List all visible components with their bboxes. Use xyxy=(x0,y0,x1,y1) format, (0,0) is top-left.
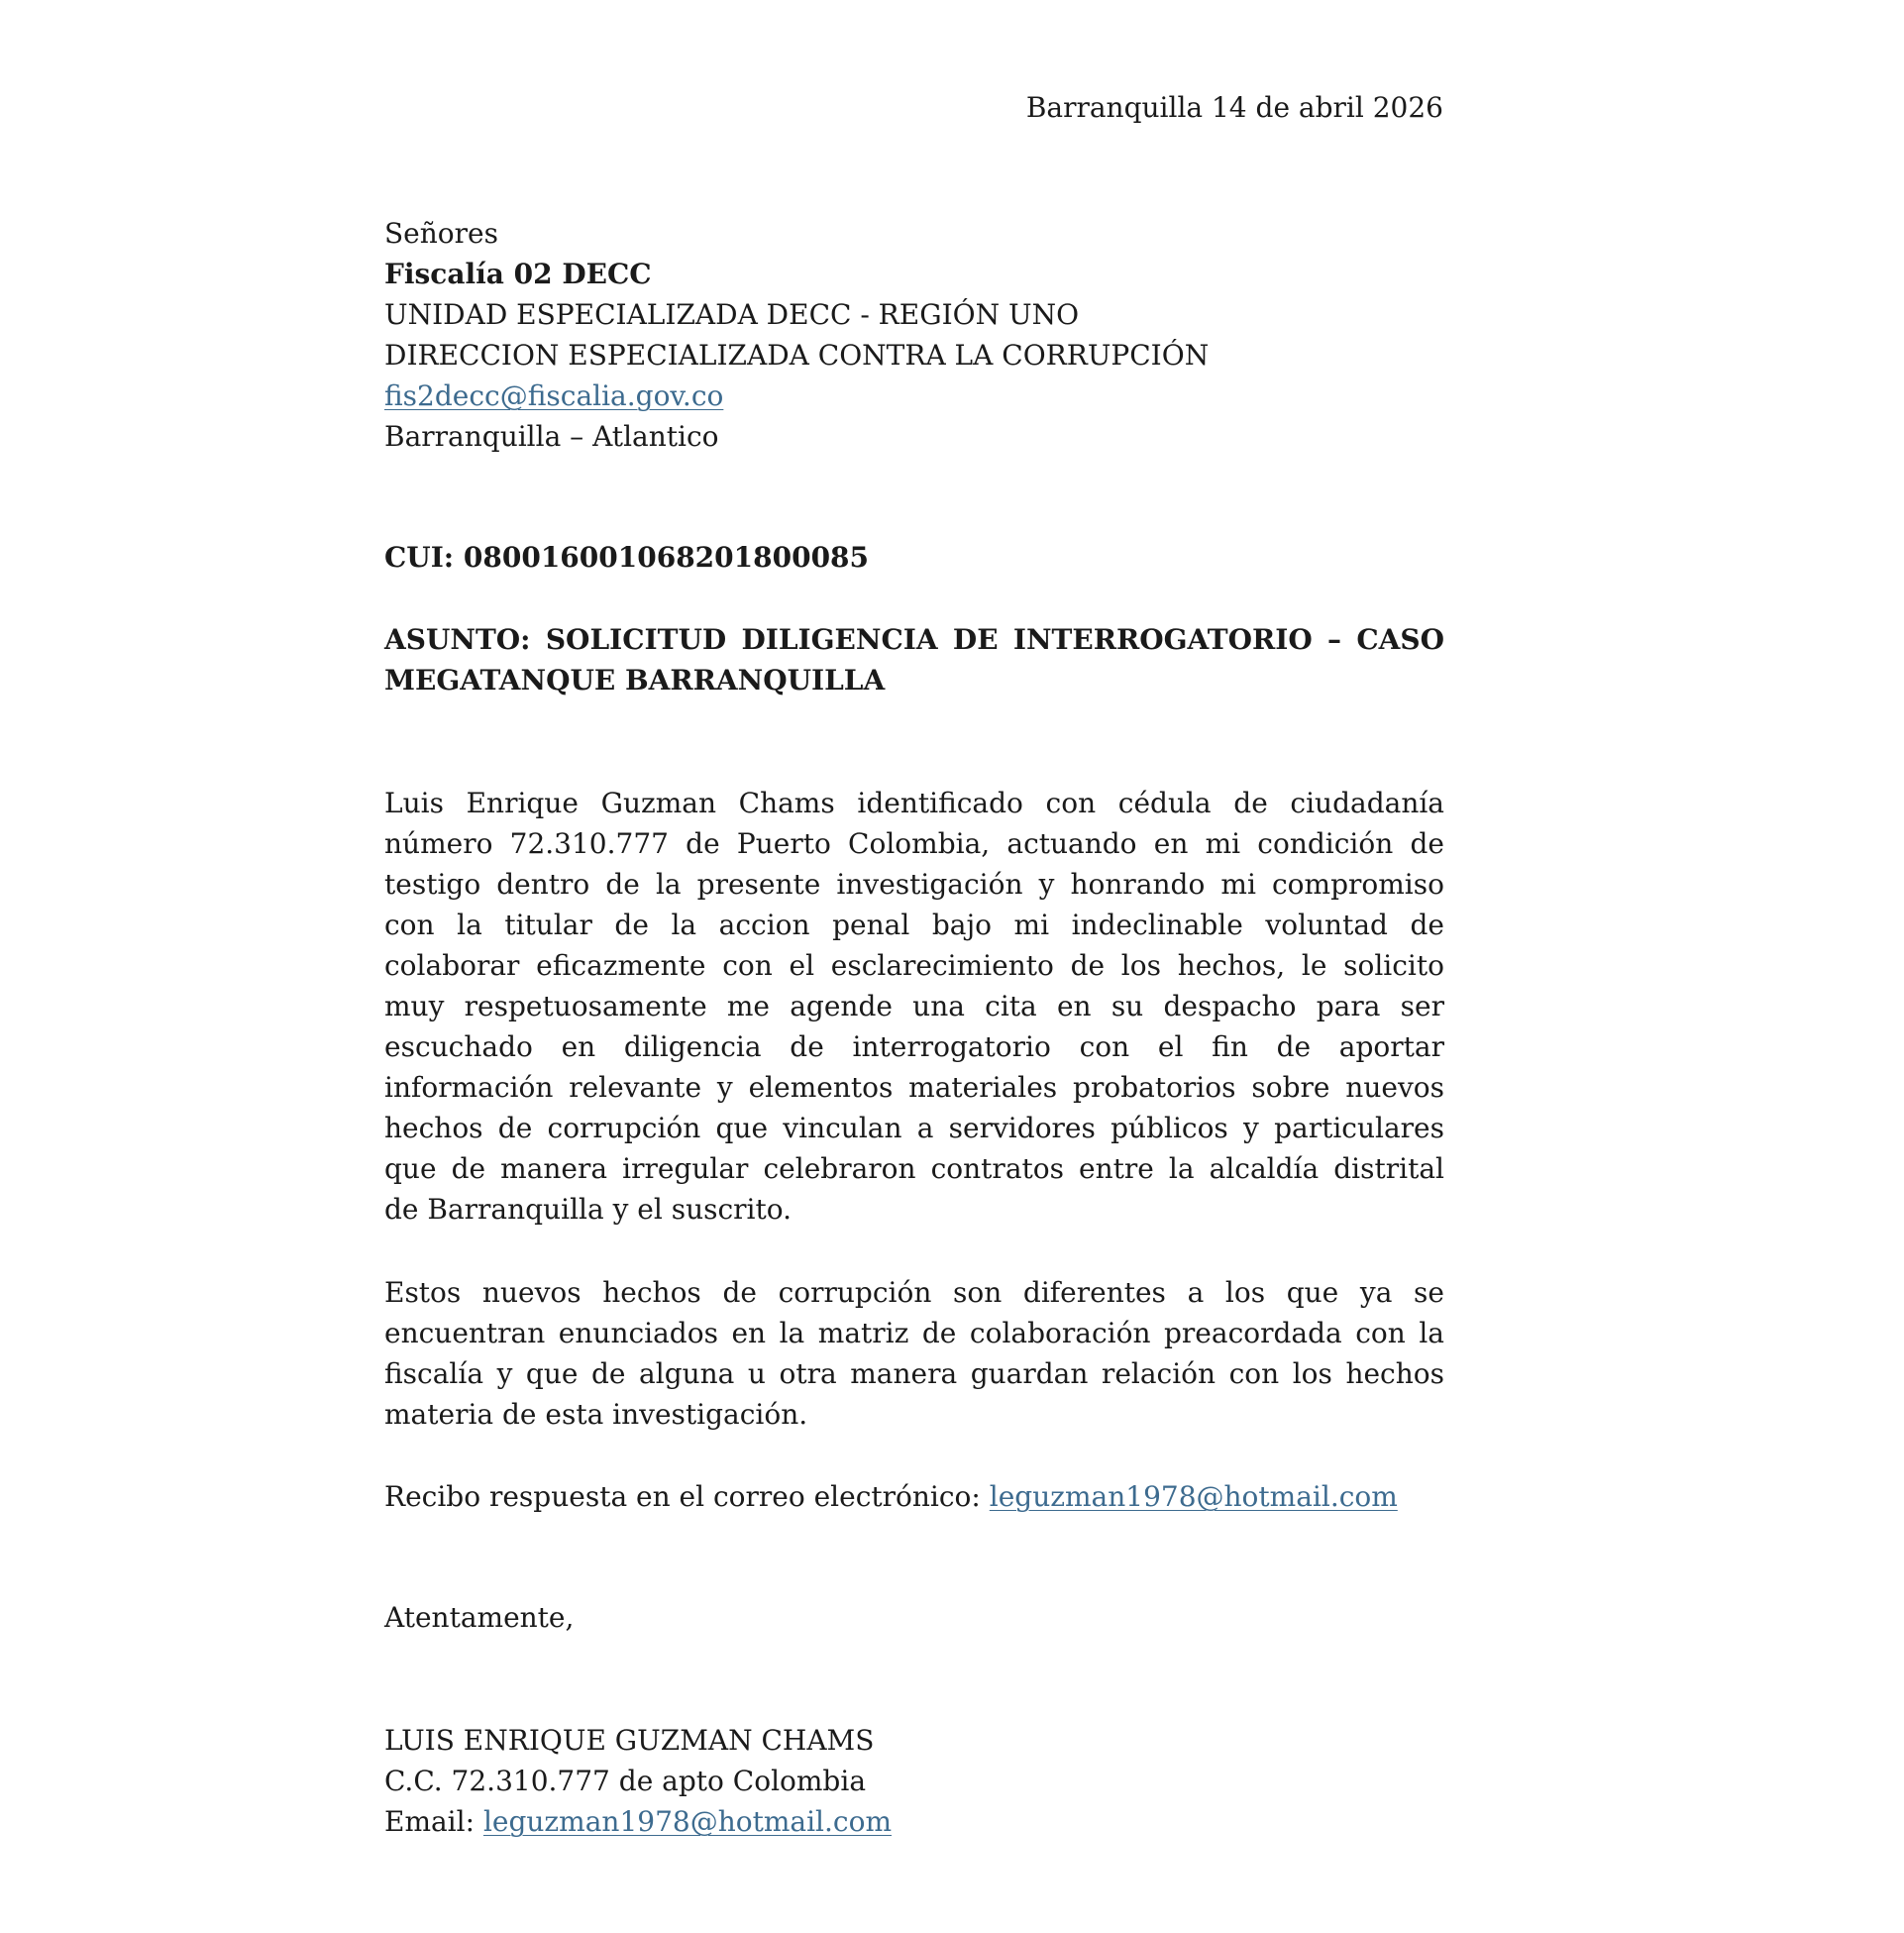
body-paragraph-2 xyxy=(384,1272,1444,1435)
recipient-salutation: Señores xyxy=(384,217,498,250)
signature-email-link[interactable]: leguzman1978@hotmail.com xyxy=(482,1805,892,1838)
response-email-link[interactable]: leguzman1978@hotmail.com xyxy=(989,1480,1398,1513)
recipient-direction: DIRECCION ESPECIALIZADA CONTRA LA CORRUPCIÓN xyxy=(384,339,1210,372)
paragraph-line: muy respetuosamente me agende una cita en su despacho para ser xyxy=(384,990,1444,1022)
recipient-block xyxy=(384,213,1444,457)
paragraph-line: con la titular de la accion penal bajo mi indeclinable voluntad de xyxy=(384,909,1444,941)
subject-line-1: ASUNTO: SOLICITUD DILIGENCIA DE INTERROGATORIO – CASO xyxy=(384,623,1444,656)
response-text: Recibo respuesta en el correo electrónico: xyxy=(384,1480,990,1513)
signature-email-label: Email: xyxy=(384,1805,483,1838)
paragraph-line: Luis Enrique Guzman Chams identificado con cédula de ciudadanía xyxy=(384,787,1444,819)
paragraph-line: hechos de corrupción que vinculan a servidores públicos y particulares xyxy=(384,1112,1444,1144)
body-paragraph-1 xyxy=(384,783,1444,1230)
paragraph-line: que de manera irregular celebraron contratos entre la alcaldía distrital xyxy=(384,1152,1444,1185)
recipient-email-link[interactable]: fis2decc@fiscalia.gov.co xyxy=(384,379,724,412)
paragraph-line: encuentran enunciados en la matriz de colaboración preacordada con la xyxy=(384,1317,1444,1349)
cui-number: CUI: 08001600106820180008​5 xyxy=(384,541,870,574)
paragraph-line: materia de esta investigación. xyxy=(384,1398,808,1431)
subject-block xyxy=(384,619,1444,700)
paragraph-line: número 72.310.777 de Puerto Colombia, actuando en mi condición de xyxy=(384,827,1444,860)
signature-name: LUIS ENRIQUE GUZMAN CHAMS xyxy=(384,1724,875,1757)
paragraph-line: colaborar eficazmente con el esclarecimiento de los hechos, le solicito xyxy=(384,949,1444,982)
signature-block xyxy=(384,1720,1444,1842)
paragraph-line: información relevante y elementos materiales probatorios sobre nuevos xyxy=(384,1071,1444,1104)
paragraph-line: testigo dentro de la presente investigación y honrando mi compromiso xyxy=(384,868,1444,901)
paragraph-line: escuchado en diligencia de interrogatorio con el fin de aportar xyxy=(384,1030,1444,1063)
paragraph-line: fiscalía y que de alguna u otra manera guardan relación con los hechos xyxy=(384,1357,1444,1390)
subject-line-2: MEGATANQUE BARRANQUILLA xyxy=(384,664,886,697)
response-line xyxy=(384,1476,1444,1517)
closing: Atentamente, xyxy=(384,1601,575,1634)
signature-id: C.C. 72.310.777 de apto Colombia xyxy=(384,1765,867,1797)
date-line: Barranquilla 14 de abril 2026 xyxy=(1025,91,1443,124)
recipient-name: Fiscalía 02 DECC xyxy=(384,258,652,290)
paragraph-line: Estos nuevos hechos de corrupción son diferentes a los que ya se xyxy=(384,1276,1444,1309)
paragraph-line: de Barranquilla y el suscrito. xyxy=(384,1193,793,1226)
recipient-unit: UNIDAD ESPECIALIZADA DECC - REGIÓN UNO xyxy=(384,298,1080,331)
recipient-city: Barranquilla – Atlantico xyxy=(384,420,719,453)
